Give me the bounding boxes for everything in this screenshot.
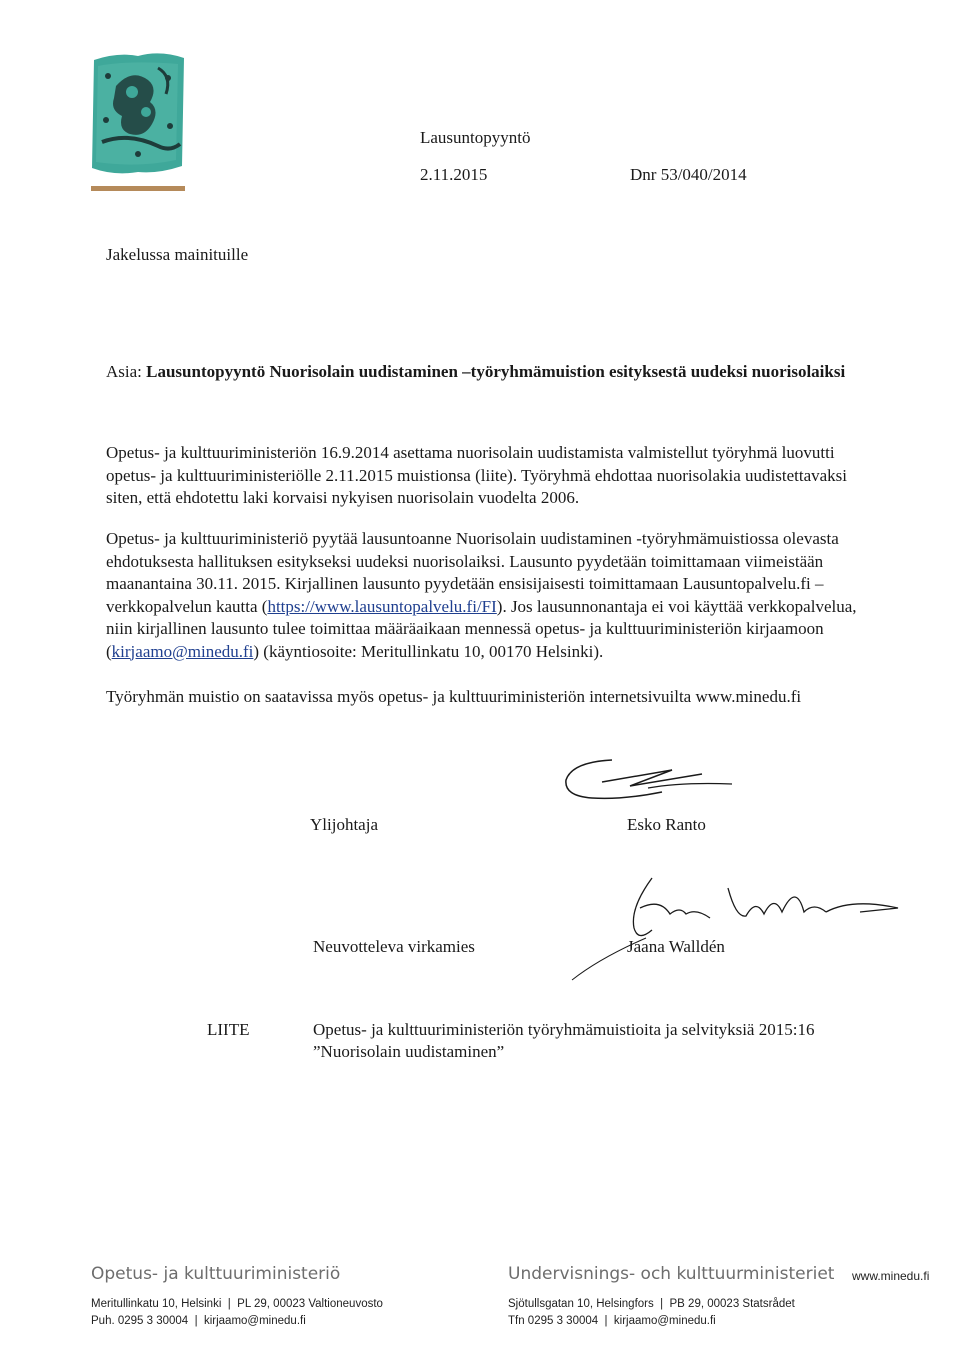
coat-of-arms-lion-icon (88, 46, 188, 186)
body-paragraph-1 (106, 442, 906, 510)
text-fragment: ). Jos lausunnonantaja ei voi käyttää verkkopalvelua, (496, 596, 857, 616)
body-paragraph-3 (106, 686, 906, 709)
footer-address-sv-1: Sjötullsgatan 10, Helsingfors | PB 29, 00023 Statsrådet (508, 1298, 795, 1310)
record-number: Dnr 53/040/2014 (630, 165, 747, 184)
handwritten-signature-1 (552, 752, 752, 812)
text-fragment: verkkopalvelun kautta ( (106, 596, 268, 616)
text-fragment: ) (käyntiosoite: Meritullinkatu 10, 00170 Helsinki). (253, 641, 604, 661)
text-line (106, 596, 906, 619)
kirjaamo-email-link[interactable]: kirjaamo@minedu.fi (111, 641, 254, 661)
text-line: maanantaina 30.11. 2015. Kirjallinen lausunto pyydetään ensisijaisesti toimittamaan Lausuntopalvelu.fi – (106, 574, 824, 593)
text-line: siten, että ehdotettu laki korvaisi nykyisen nuorisolain vuodelta 2006. (106, 488, 580, 507)
text-line: niin kirjallinen lausunto tulee toimittaa määräaikaan mennessä opetus- ja kulttuuriministeriön kirjaamoon (106, 619, 824, 638)
subject-line (106, 361, 845, 383)
footer-address-sv-2: Tfn 0295 3 30004 | kirjaamo@minedu.fi (508, 1315, 716, 1327)
text-line: Opetus- ja kulttuuriministeriön 16.9.2014 asettama nuorisolain uudistamista valmistellut työryhmä luovutti (106, 443, 835, 462)
signer-2-title: Neuvotteleva virkamies (313, 937, 475, 956)
logo-underline (91, 186, 185, 191)
footer-address-fi-2: Puh. 0295 3 30004 | kirjaamo@minedu.fi (91, 1315, 306, 1327)
lausuntopalvelu-link[interactable]: https://www.lausuntopalvelu.fi/FI (267, 596, 497, 616)
text-fragment: ( (106, 641, 112, 661)
footer-ministry-name-fi: Opetus- ja kulttuuriministeriö (91, 1264, 341, 1284)
subject-text: Lausuntopyyntö Nuorisolain uudistaminen –työryhmämuistion esityksestä uudeksi nuorisolaiksi (146, 362, 846, 381)
text-line: ehdotuksesta hallituksen esitykseksi uudeksi nuorisolaiksi. Lausunto pyydetään toimittamaan viimeistään (106, 551, 824, 571)
attachment-label: LIITE (207, 1020, 250, 1039)
text-line: Opetus- ja kulttuuriministeriö pyytää lausuntoanne Nuorisolain uudistaminen -työryhmämuistiossa olevasta (106, 529, 839, 548)
signer-1-name: Esko Ranto (627, 815, 706, 834)
document-date: 2.11.2015 (420, 165, 488, 184)
footer-ministry-name-sv: Undervisnings- och kulttuurministeriet (508, 1264, 835, 1284)
body-paragraph-2 (106, 528, 906, 663)
text-line (106, 641, 906, 664)
footer-address-fi-1: Meritullinkatu 10, Helsinki | PL 29, 00023 Valtioneuvosto (91, 1298, 383, 1310)
handwritten-signature-2 (560, 868, 900, 988)
attachment-line-1: Opetus- ja kulttuuriministeriön työryhmämuistioita ja selvityksiä 2015:16 (313, 1020, 815, 1039)
text-line: opetus- ja kulttuuriministeriölle 2.11.2015 muistionsa (liite). Työryhmä ehdottaa nuorisolakia uudistettavaksi (106, 465, 848, 485)
signer-2-name: Jaana Walldén (627, 937, 725, 956)
document-type: Lausuntopyyntö (420, 128, 531, 147)
signer-1-title: Ylijohtaja (310, 815, 378, 834)
text-line: Työryhmän muistio on saatavissa myös opetus- ja kulttuuriministeriön internetsivuilta www.minedu.fi (106, 687, 802, 706)
footer-website[interactable]: www.minedu.fi (852, 1269, 930, 1283)
recipient: Jakelussa mainituille (106, 245, 249, 264)
attachment-line-2: ”Nuorisolain uudistaminen” (313, 1042, 505, 1061)
subject-label: Asia: (106, 362, 142, 381)
